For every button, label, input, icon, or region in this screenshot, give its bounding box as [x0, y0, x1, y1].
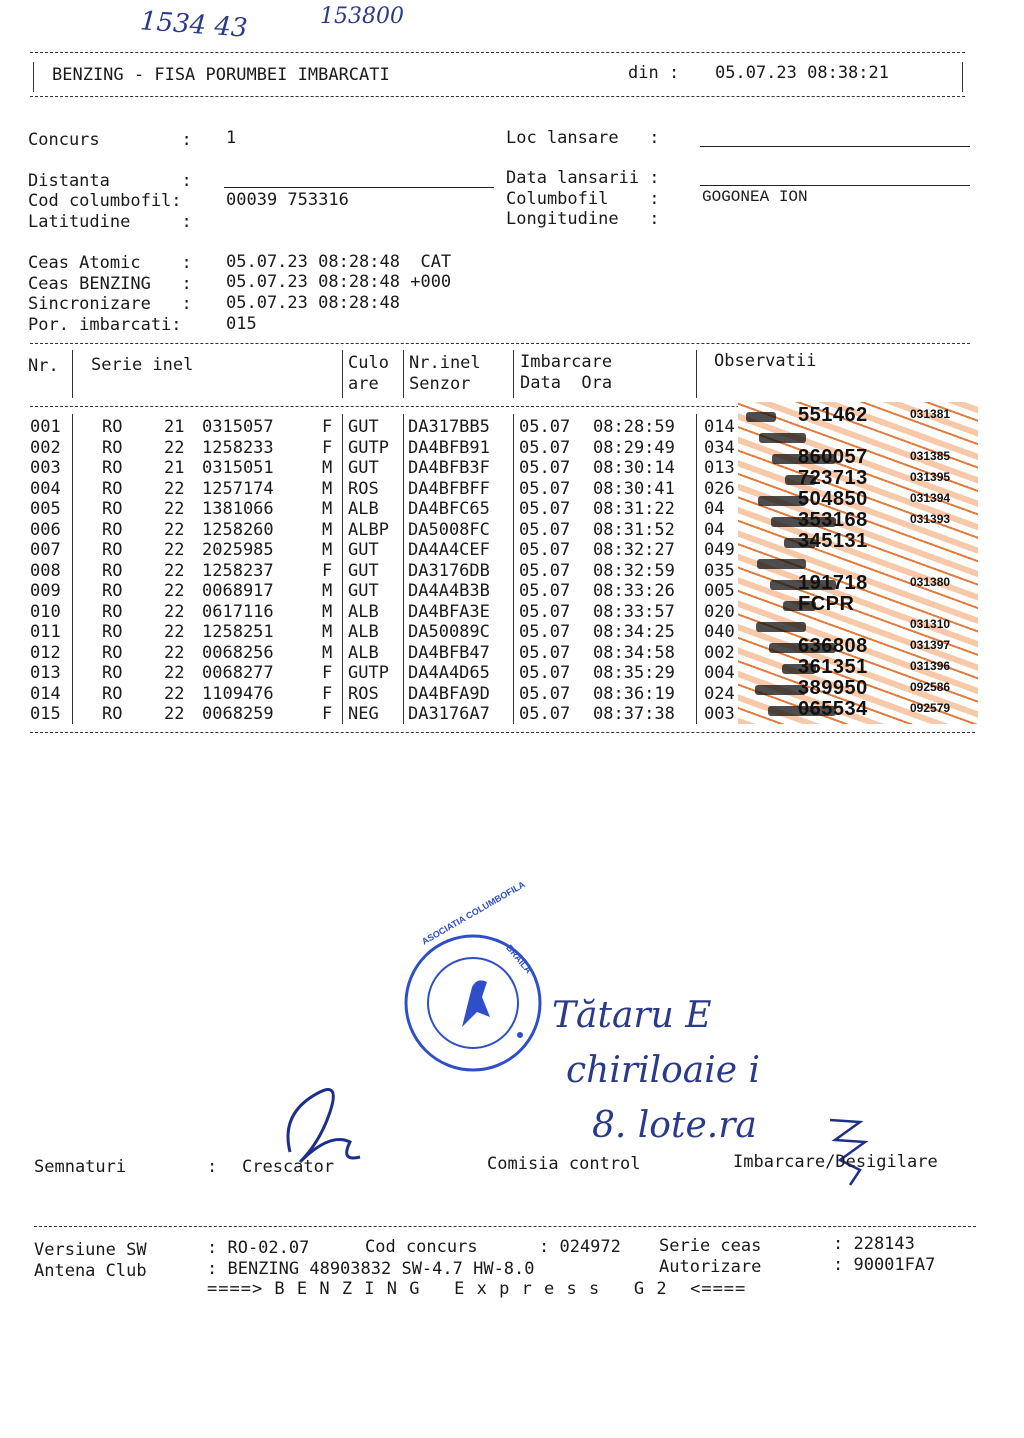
sticker-code: 031380: [910, 575, 951, 589]
cell-nr-inel: 0617116: [202, 601, 274, 622]
loc-lansare-label: Loc lansare :: [506, 128, 660, 148]
cell-sex: M: [322, 540, 333, 560]
ring-sticker: [738, 532, 978, 553]
cell-ora: 08:37:38: [593, 704, 675, 724]
header-bottom-border: [30, 96, 965, 97]
cell-tara: RO: [102, 642, 123, 663]
cell-tara: RO: [102, 581, 123, 601]
cell-data: 05.07: [519, 478, 571, 499]
cell-an: 22: [164, 663, 185, 683]
ring-sticker: [738, 427, 978, 448]
table-row: [30, 417, 750, 438]
cell-an: 22: [164, 683, 185, 704]
cell-ora: 08:31:22: [593, 499, 675, 519]
versiune-sw-label: Versiune SW: [34, 1240, 147, 1260]
sticker-smudge: [746, 412, 776, 422]
cell-tara: RO: [102, 417, 123, 437]
cell-an: 22: [164, 622, 185, 642]
ring-sticker: [738, 637, 978, 658]
cell-observatii: 034: [704, 437, 735, 458]
distanta-label: Distanta :: [28, 171, 192, 191]
data-lansarii-label: Data lansarii :: [506, 168, 660, 188]
cell-ora: 08:35:29: [593, 663, 675, 683]
antena-club-value: : BENZING 48903832 SW-4.7 HW-8.0: [207, 1259, 535, 1279]
cell-senzor: DA5008FC: [408, 519, 490, 540]
sticker-number: 723713: [798, 467, 868, 489]
table-row: [30, 520, 750, 541]
sticker-smudge: [757, 559, 806, 569]
cell-data: 05.07: [519, 642, 571, 663]
cell-culoare: NEG: [348, 704, 379, 724]
cell-ora: 08:31:52: [593, 519, 675, 540]
header-imbarcare-2: Data Ora: [520, 373, 613, 393]
cell-nr-inel: 0068277: [202, 663, 274, 683]
document-title: BENZING - FISA PORUMBEI IMBARCATI: [52, 65, 390, 85]
header-left-border: [33, 62, 34, 92]
ring-sticker: [738, 679, 978, 700]
cell-tara: RO: [102, 499, 123, 519]
cell-nr-inel: 0315057: [202, 417, 274, 437]
cell-data: 05.07: [519, 519, 571, 540]
cell-data: 05.07: [519, 683, 571, 704]
cell-culoare: GUT: [348, 458, 379, 478]
cell-observatii: 040: [704, 622, 735, 642]
sticker-code: 031394: [910, 491, 951, 505]
sticker-code: 092579: [910, 701, 951, 715]
cell-nr: 003: [30, 458, 61, 478]
ring-sticker: [738, 553, 978, 574]
semnaturi-colon: :: [207, 1157, 218, 1177]
cell-sex: M: [322, 519, 333, 540]
cell-nr: 009: [30, 581, 61, 601]
cell-sex: F: [322, 704, 333, 724]
cell-an: 22: [164, 560, 185, 581]
table-row: [30, 479, 750, 500]
serie-ceas-label: Serie ceas: [659, 1236, 762, 1256]
cell-nr-inel: 1257174: [202, 478, 274, 499]
imbarcare-desigilare-label: Imbarcare/Desigilare: [733, 1152, 938, 1172]
cell-ora: 08:33:26: [593, 581, 675, 601]
cell-tara: RO: [102, 622, 123, 642]
por-imbarcati-value: 015: [226, 314, 257, 334]
sticker-code: 031385: [910, 449, 951, 463]
cell-ora: 08:29:49: [593, 437, 675, 458]
ring-sticker: [738, 700, 978, 721]
cell-nr-inel: 1258233: [202, 437, 274, 458]
table-row: [30, 561, 750, 582]
sticker-code: 031310: [910, 617, 951, 631]
cell-culoare: GUT: [348, 540, 379, 560]
header-nr-inel-1: Nr.inel: [409, 353, 481, 373]
cell-an: 22: [164, 478, 185, 499]
sticker-smudge: [759, 433, 806, 443]
stamp-text-top: ASOCIATIA COLUMBOFILA: [420, 879, 527, 947]
sincronizare-label: Sincronizare :: [28, 294, 192, 314]
cell-observatii: 035: [704, 560, 735, 581]
sticker-code: 092586: [910, 680, 951, 694]
header-top-border: [30, 52, 965, 53]
longitudine-label: Longitudine :: [506, 209, 660, 229]
table-row: [30, 602, 750, 623]
ring-sticker: [738, 490, 978, 511]
columbofil-label: Columbofil :: [506, 189, 660, 209]
cell-senzor: DA50089C: [408, 622, 490, 642]
cell-nr-inel: 1258237: [202, 560, 274, 581]
sticker-number: 191718: [798, 572, 868, 594]
signature-imbarcare: [820, 1110, 880, 1190]
cell-nr: 015: [30, 704, 61, 724]
header-nr-inel-2: Senzor: [409, 374, 471, 394]
cell-data: 05.07: [519, 437, 571, 458]
table-row: [30, 684, 750, 705]
cell-nr-inel: 1258251: [202, 622, 274, 642]
handwritten-name-2: chiriloaie i: [566, 1050, 761, 1091]
cell-an: 22: [164, 704, 185, 724]
cell-senzor: DA4A4B3B: [408, 581, 490, 601]
semnaturi-label: Semnaturi: [34, 1157, 127, 1177]
cell-nr: 010: [30, 601, 61, 622]
ceas-benzing-value: 05.07.23 08:28:48 +000: [226, 272, 452, 292]
sticker-number: 636808: [798, 635, 868, 657]
cell-nr: 012: [30, 642, 61, 663]
col-sep-2: [342, 350, 343, 398]
concurs-value: 1: [226, 128, 237, 148]
cell-an: 22: [164, 581, 185, 601]
cell-data: 05.07: [519, 458, 571, 478]
cell-an: 21: [164, 417, 185, 437]
cell-nr: 008: [30, 560, 61, 581]
cell-culoare: ROS: [348, 478, 379, 499]
cell-culoare: GUT: [348, 417, 379, 437]
sticker-code: 031395: [910, 470, 951, 484]
versiune-sw-value: : RO-02.07: [207, 1238, 310, 1258]
sticker-number: FCPR: [798, 593, 855, 615]
cell-culoare: GUT: [348, 560, 379, 581]
cell-sex: M: [322, 499, 333, 519]
table-row: [30, 438, 750, 459]
ring-sticker: [738, 658, 978, 679]
cell-data: 05.07: [519, 581, 571, 601]
handwritten-name-1: Tătaru E: [552, 995, 712, 1036]
sincronizare-value: 05.07.23 08:28:48: [226, 293, 400, 313]
table-row: [30, 643, 750, 664]
cell-senzor: DA317BB5: [408, 417, 490, 437]
ring-sticker: [738, 574, 978, 595]
ring-sticker: [738, 616, 978, 637]
cell-an: 22: [164, 601, 185, 622]
cell-an: 22: [164, 540, 185, 560]
cell-nr-inel: 1381066: [202, 499, 274, 519]
cell-sex: M: [322, 601, 333, 622]
crescator-label: Crescator: [242, 1157, 335, 1177]
cell-observatii: 04: [704, 499, 725, 519]
ceas-atomic-value: 05.07.23 08:28:48 CAT: [226, 252, 452, 272]
cell-tara: RO: [102, 478, 123, 499]
cell-nr: 002: [30, 437, 61, 458]
sticker-code: 031396: [910, 659, 951, 673]
autorizare-label: Autorizare: [659, 1257, 762, 1277]
ring-sticker: [738, 448, 978, 469]
cell-sex: F: [322, 683, 333, 704]
cell-tara: RO: [102, 560, 123, 581]
cell-observatii: 020: [704, 601, 735, 622]
cell-sex: M: [322, 458, 333, 478]
cell-culoare: ALBP: [348, 519, 389, 540]
cell-ora: 08:30:14: [593, 458, 675, 478]
table-row: [30, 663, 750, 684]
cell-tara: RO: [102, 540, 123, 560]
cell-ora: 08:32:27: [593, 540, 675, 560]
cell-an: 22: [164, 519, 185, 540]
cell-nr: 005: [30, 499, 61, 519]
serie-ceas-value: : 228143: [833, 1234, 915, 1254]
cell-nr: 007: [30, 540, 61, 560]
cell-an: 22: [164, 642, 185, 663]
ceas-benzing-label: Ceas BENZING :: [28, 274, 192, 294]
cod-concurs-label: Cod concurs: [365, 1237, 478, 1257]
cell-senzor: DA4BFA3E: [408, 601, 490, 622]
sticker-number: 551462: [798, 404, 868, 426]
cell-senzor: DA3176DB: [408, 560, 490, 581]
cell-senzor: DA4A4D65: [408, 663, 490, 683]
sticker-number: 860057: [798, 446, 868, 468]
cell-nr-inel: 2025985: [202, 540, 274, 560]
cell-culoare: ALB: [348, 622, 379, 642]
cell-data: 05.07: [519, 540, 571, 560]
benzing-express-banner: ====> B E N Z I N G E x p r e s s G 2 <====: [207, 1279, 747, 1299]
data-lansarii-field: [700, 185, 970, 186]
cell-data: 05.07: [519, 417, 571, 437]
cell-observatii: 026: [704, 478, 735, 499]
sticker-smudge: [756, 622, 806, 632]
cell-nr-inel: 0068259: [202, 704, 274, 724]
concurs-label: Concurs :: [28, 130, 192, 150]
cell-nr-inel: 1109476: [202, 683, 274, 704]
cell-culoare: ALB: [348, 601, 379, 622]
table-row: [30, 581, 750, 602]
cell-data: 05.07: [519, 560, 571, 581]
cell-culoare: ROS: [348, 683, 379, 704]
cell-senzor: DA4BFB3F: [408, 458, 490, 478]
ring-sticker: [738, 469, 978, 490]
cell-an: 22: [164, 499, 185, 519]
cell-nr: 014: [30, 683, 61, 704]
cell-tara: RO: [102, 704, 123, 724]
cell-sex: M: [322, 581, 333, 601]
cell-data: 05.07: [519, 499, 571, 519]
cod-columbofil-value: 00039 753316: [226, 190, 349, 210]
cell-ora: 08:32:59: [593, 560, 675, 581]
cell-observatii: 002: [704, 642, 735, 663]
cell-observatii: 004: [704, 663, 735, 683]
handwritten-number-1: 1534 43: [139, 6, 249, 44]
sticker-code: 031397: [910, 638, 951, 652]
cell-senzor: DA4A4CEF: [408, 540, 490, 560]
latitudine-label: Latitudine :: [28, 212, 192, 232]
cell-observatii: 003: [704, 704, 735, 724]
cell-nr: 001: [30, 417, 61, 437]
cell-senzor: DA4BFBFF: [408, 478, 490, 499]
cell-an: 21: [164, 458, 185, 478]
cell-observatii: 013: [704, 458, 735, 478]
loc-lansare-field: [700, 146, 970, 147]
cell-nr: 004: [30, 478, 61, 499]
cell-tara: RO: [102, 663, 123, 683]
header-culoare-1: Culo: [348, 353, 389, 373]
por-imbarcati-label: Por. imbarcati:: [28, 315, 182, 335]
cell-senzor: DA4BFB91: [408, 437, 490, 458]
cod-concurs-value: : 024972: [539, 1237, 621, 1257]
cell-nr-inel: 0068256: [202, 642, 274, 663]
col-sep-5: [696, 350, 697, 398]
cell-ora: 08:34:25: [593, 622, 675, 642]
table-row: [30, 458, 750, 479]
header-din-label: din :: [628, 63, 680, 83]
sticker-number: 345131: [798, 530, 868, 552]
cell-culoare: GUTP: [348, 663, 389, 683]
cell-tara: RO: [102, 519, 123, 540]
header-observatii: Observatii: [714, 351, 817, 371]
table-row: [30, 704, 750, 725]
cell-tara: RO: [102, 458, 123, 478]
cell-ora: 08:36:19: [593, 683, 675, 704]
cell-data: 05.07: [519, 622, 571, 642]
handwritten-number-2: 153800: [320, 4, 404, 29]
cell-sex: M: [322, 478, 333, 499]
cell-sex: F: [322, 560, 333, 581]
header-serie-inel: Serie inel: [91, 355, 194, 375]
table-row: [30, 540, 750, 561]
comisia-control-label: Comisia control: [487, 1154, 641, 1174]
header-right-border: [962, 62, 963, 92]
sticker-code: 031393: [910, 512, 951, 526]
autorizare-value: : 90001FA7: [833, 1255, 936, 1275]
table-row: [30, 499, 750, 520]
cell-nr: 006: [30, 519, 61, 540]
cell-data: 05.07: [519, 601, 571, 622]
sticker-number: 353168: [798, 509, 868, 531]
cell-nr-inel: 0068917: [202, 581, 274, 601]
table-row: [30, 622, 750, 643]
cell-tara: RO: [102, 437, 123, 458]
footer-top-border: [34, 1226, 976, 1227]
cell-nr: 013: [30, 663, 61, 683]
table-bottom-border: [30, 732, 975, 733]
cell-senzor: DA4BFA9D: [408, 683, 490, 704]
cell-observatii: 04: [704, 519, 725, 540]
table-top-border: [30, 343, 970, 344]
cell-observatii: 024: [704, 683, 735, 704]
cell-tara: RO: [102, 601, 123, 622]
cell-sex: F: [322, 417, 333, 437]
cell-nr-inel: 0315051: [202, 458, 274, 478]
antena-club-label: Antena Club: [34, 1261, 147, 1281]
sticker-number: 361351: [798, 656, 868, 678]
cell-tara: RO: [102, 683, 123, 704]
cell-sex: F: [322, 437, 333, 458]
cell-sex: M: [322, 642, 333, 663]
club-stamp: [402, 879, 544, 1074]
columbofil-value: GOGONEA ION: [702, 188, 808, 206]
cell-ora: 08:28:59: [593, 417, 675, 437]
ceas-atomic-label: Ceas Atomic :: [28, 253, 192, 273]
stamp-icon: [402, 932, 544, 1074]
cell-culoare: ALB: [348, 642, 379, 663]
sticker-number: 504850: [798, 488, 868, 510]
cell-observatii: 049: [704, 540, 735, 560]
header-imbarcare-1: Imbarcare: [520, 352, 613, 372]
ring-sticker: [738, 595, 978, 616]
cell-culoare: GUT: [348, 581, 379, 601]
header-culoare-2: are: [348, 374, 379, 394]
cell-senzor: DA4BFB47: [408, 642, 490, 663]
ring-sticker: [738, 511, 978, 532]
sticker-number: 065534: [798, 698, 868, 720]
cell-nr: 011: [30, 622, 61, 642]
ring-sticker: [738, 406, 978, 427]
cell-sex: M: [322, 622, 333, 642]
cell-ora: 08:33:57: [593, 601, 675, 622]
cod-columbofil-label: Cod columbofil:: [28, 191, 182, 211]
cell-data: 05.07: [519, 704, 571, 724]
col-sep-1: [72, 350, 73, 398]
cell-culoare: GUTP: [348, 437, 389, 458]
cell-ora: 08:34:58: [593, 642, 675, 663]
cell-observatii: 014: [704, 417, 735, 437]
sticker-code: 031381: [910, 407, 951, 421]
cell-culoare: ALB: [348, 499, 379, 519]
col-sep-4: [513, 350, 514, 398]
cell-sex: F: [322, 663, 333, 683]
header-datetime: 05.07.23 08:38:21: [715, 63, 889, 83]
cell-nr-inel: 1258260: [202, 519, 274, 540]
cell-ora: 08:30:41: [593, 478, 675, 499]
sticker-number: 389950: [798, 677, 868, 699]
handwritten-name-3: 8. lote.ra: [592, 1105, 757, 1146]
cell-observatii: 005: [704, 581, 735, 601]
stamp-text-right: BRAILA: [504, 942, 534, 976]
cell-data: 05.07: [519, 663, 571, 683]
cell-an: 22: [164, 437, 185, 458]
cell-senzor: DA3176A7: [408, 704, 490, 724]
distanta-field: [224, 187, 494, 188]
cell-senzor: DA4BFC65: [408, 499, 490, 519]
col-sep-3: [403, 350, 404, 398]
header-nr: Nr.: [28, 356, 59, 376]
